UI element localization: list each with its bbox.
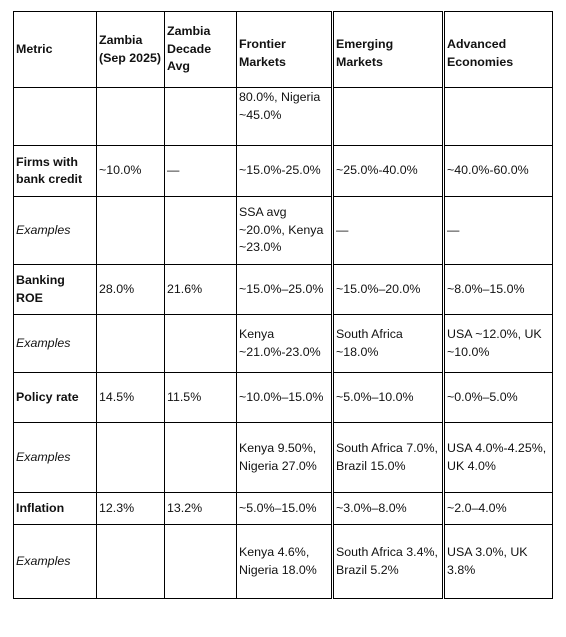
table-row	[14, 265, 553, 315]
cell-metric: Policy rate	[14, 373, 97, 423]
cell-advanced-economies: ~40.0%-60.0%	[444, 146, 553, 197]
cell-advanced-economies: USA 4.0%-4.25%, UK 4.0%	[444, 423, 553, 493]
cell-advanced-economies: ~0.0%–5.0%	[444, 373, 553, 423]
cell-frontier-markets: Kenya ~21.0%-23.0%	[237, 315, 333, 373]
table-row	[14, 493, 553, 525]
cell-advanced-economies	[444, 88, 553, 146]
table-row	[14, 373, 553, 423]
cell-frontier-markets: 80.0%, Nigeria ~45.0%	[237, 88, 333, 146]
table-row	[14, 197, 553, 265]
cell-frontier-markets: ~10.0%–15.0%	[237, 373, 333, 423]
table-row	[14, 88, 553, 146]
cell-zambia-sep-2025	[97, 88, 165, 146]
cell-zambia-sep-2025: 14.5%	[97, 373, 165, 423]
cell-zambia-sep-2025	[97, 423, 165, 493]
header-metric: Metric	[14, 12, 97, 88]
cell-emerging-markets: South Africa ~18.0%	[333, 315, 444, 373]
table-row	[14, 423, 553, 493]
table-row	[14, 146, 553, 197]
cell-zambia-sep-2025	[97, 315, 165, 373]
cell-advanced-economies: ~8.0%–15.0%	[444, 265, 553, 315]
comparison-table	[13, 11, 553, 599]
cell-metric: Firms with bank credit	[14, 146, 97, 197]
header-emerging-markets: Emerging Markets	[333, 12, 444, 88]
cell-advanced-economies: —	[444, 197, 553, 265]
cell-zambia-decade-avg: 21.6%	[165, 265, 237, 315]
header-frontier-markets: Frontier Markets	[237, 12, 333, 88]
cell-zambia-sep-2025: ~10.0%	[97, 146, 165, 197]
cell-metric: Examples	[14, 423, 97, 493]
cell-emerging-markets	[333, 88, 444, 146]
table-row	[14, 525, 553, 599]
cell-metric	[14, 88, 97, 146]
cell-zambia-decade-avg	[165, 315, 237, 373]
cell-frontier-markets: Kenya 9.50%, Nigeria 27.0%	[237, 423, 333, 493]
cell-frontier-markets: ~5.0%–15.0%	[237, 493, 333, 525]
cell-frontier-markets: ~15.0%–25.0%	[237, 265, 333, 315]
cell-advanced-economies: ~2.0–4.0%	[444, 493, 553, 525]
cell-emerging-markets: ~3.0%–8.0%	[333, 493, 444, 525]
cell-zambia-sep-2025	[97, 525, 165, 599]
cell-zambia-decade-avg	[165, 88, 237, 146]
cell-metric: Inflation	[14, 493, 97, 525]
comparison-table-container	[13, 11, 553, 599]
cell-zambia-decade-avg	[165, 525, 237, 599]
cell-frontier-markets: ~15.0%-25.0%	[237, 146, 333, 197]
cell-frontier-markets: SSA avg ~20.0%, Kenya ~23.0%	[237, 197, 333, 265]
cell-zambia-decade-avg	[165, 423, 237, 493]
cell-emerging-markets: South Africa 3.4%, Brazil 5.2%	[333, 525, 444, 599]
cell-metric: Examples	[14, 197, 97, 265]
cell-zambia-decade-avg	[165, 197, 237, 265]
cell-frontier-markets: Kenya 4.6%, Nigeria 18.0%	[237, 525, 333, 599]
cell-emerging-markets: ~25.0%-40.0%	[333, 146, 444, 197]
cell-advanced-economies: USA ~12.0%, UK ~10.0%	[444, 315, 553, 373]
cell-emerging-markets: South Africa 7.0%, Brazil 15.0%	[333, 423, 444, 493]
cell-zambia-sep-2025: 12.3%	[97, 493, 165, 525]
cell-zambia-decade-avg: 11.5%	[165, 373, 237, 423]
cell-emerging-markets: ~5.0%–10.0%	[333, 373, 444, 423]
header-advanced-economies: Advanced Economies	[444, 12, 553, 88]
cell-metric: Examples	[14, 525, 97, 599]
cell-zambia-decade-avg: 13.2%	[165, 493, 237, 525]
cell-metric: Examples	[14, 315, 97, 373]
cell-emerging-markets: —	[333, 197, 444, 265]
cell-emerging-markets: ~15.0%–20.0%	[333, 265, 444, 315]
cell-metric: Banking ROE	[14, 265, 97, 315]
header-zambia-sep-2025: Zambia (Sep 2025)	[97, 12, 165, 88]
cell-advanced-economies: USA 3.0%, UK 3.8%	[444, 525, 553, 599]
cell-zambia-sep-2025: 28.0%	[97, 265, 165, 315]
cell-zambia-decade-avg: —	[165, 146, 237, 197]
header-row	[14, 12, 553, 88]
header-zambia-decade-avg: Zambia Decade Avg	[165, 12, 237, 88]
table-row	[14, 315, 553, 373]
cell-zambia-sep-2025	[97, 197, 165, 265]
